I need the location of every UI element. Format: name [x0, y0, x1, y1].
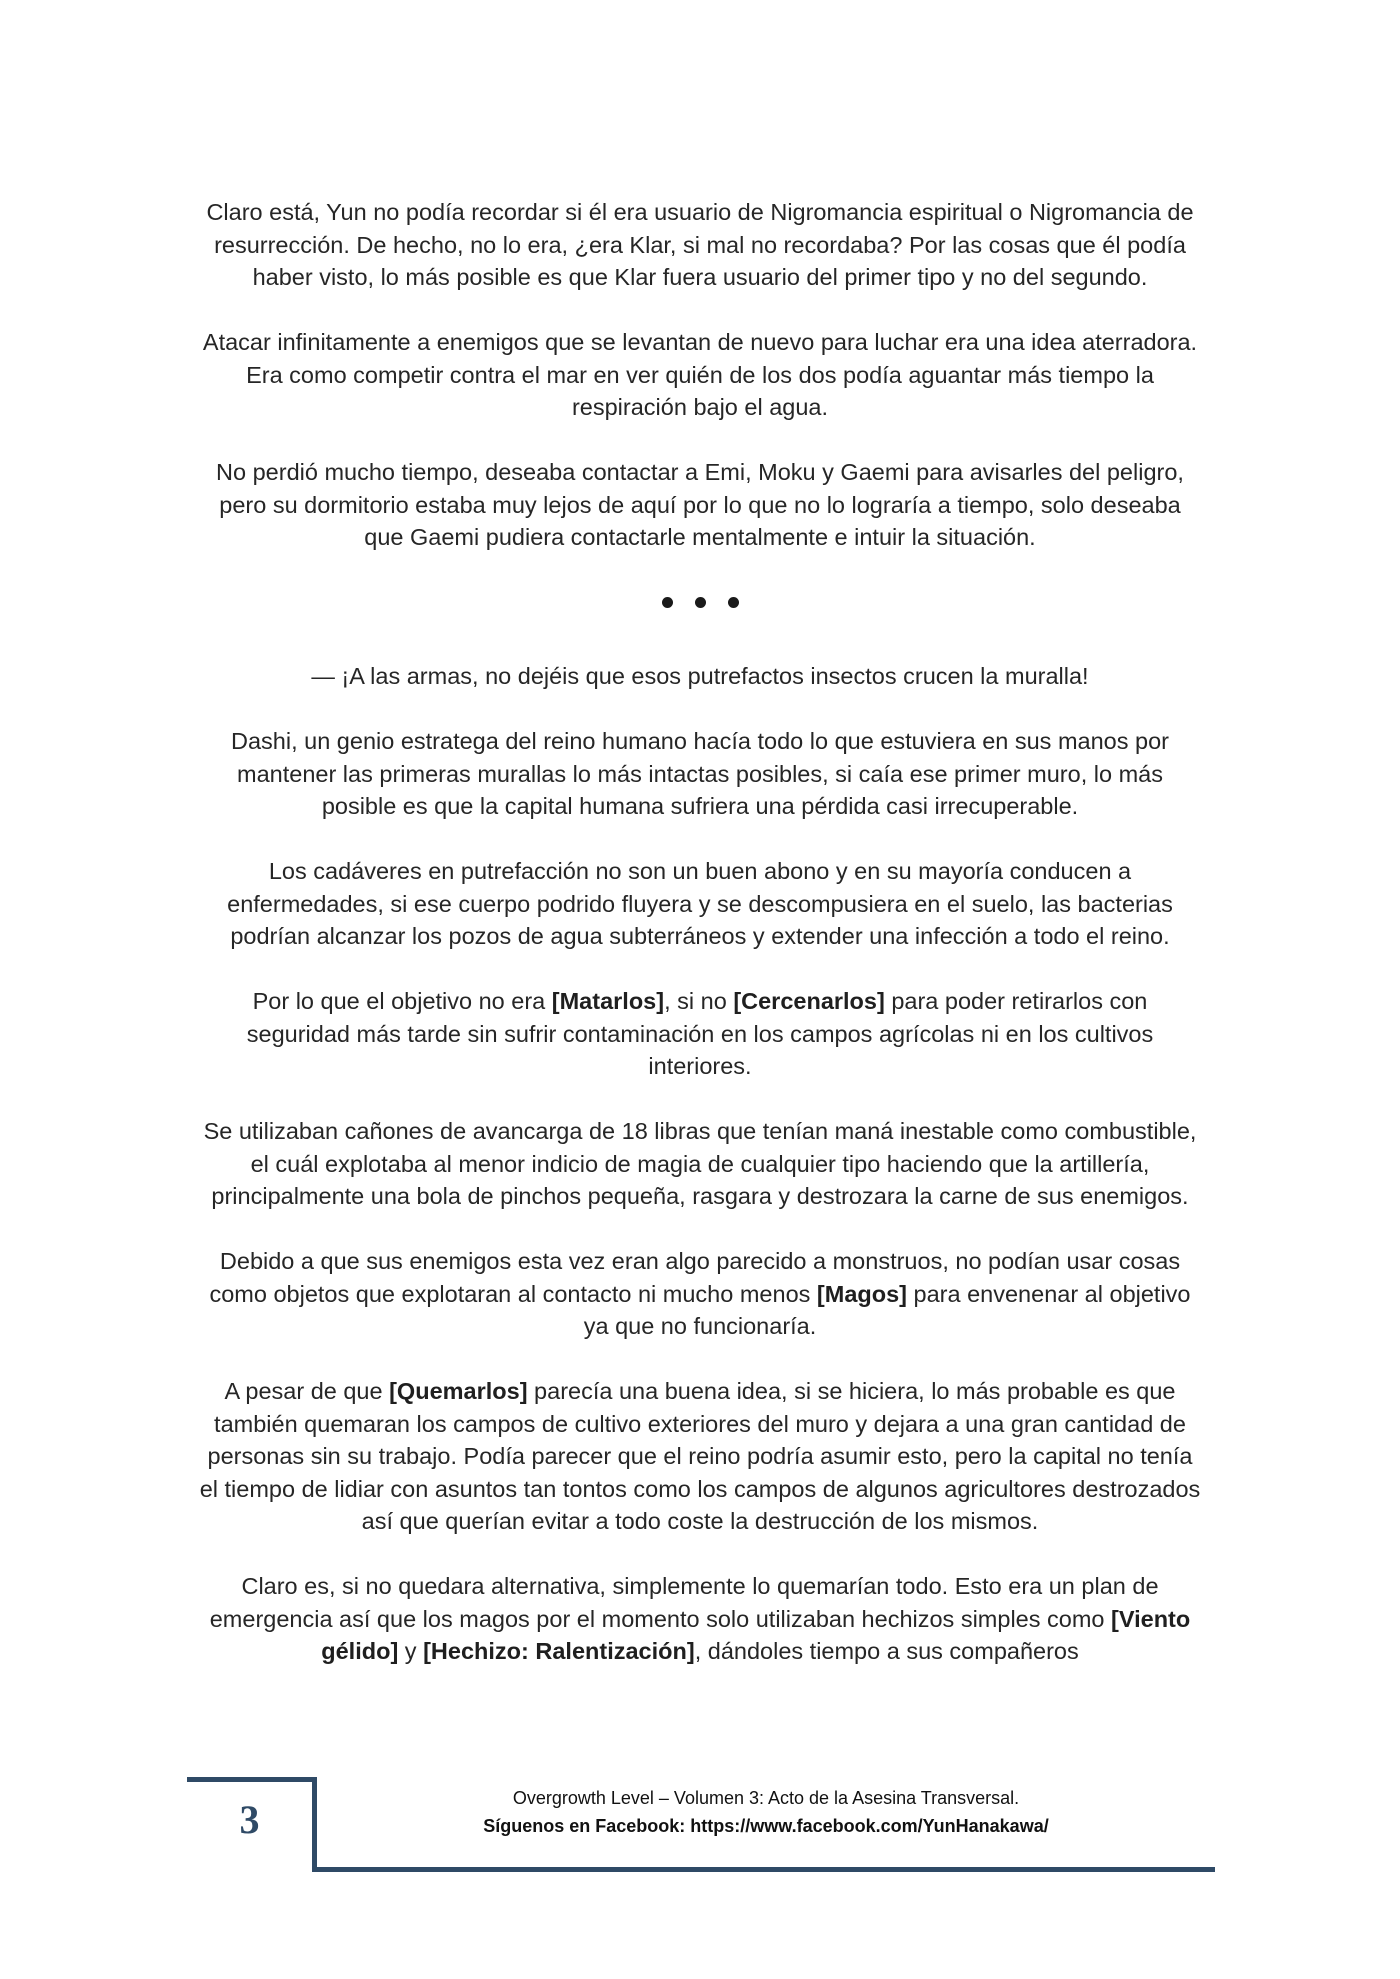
skill-term: [Matarlos]: [551, 988, 665, 1014]
separator-dot-icon: [662, 597, 673, 608]
skill-term: [Quemarlos]: [389, 1378, 528, 1404]
paragraph-9: [198, 1245, 1202, 1343]
text-run: , si no: [664, 988, 734, 1014]
skill-term: [Cercenarlos]: [733, 988, 885, 1014]
text-run: Claro es, si no quedara alternativa, simplemente lo quemarían todo. Esto era un plan de emergencia así que los magos por el momento solo utilizaban hechizos simples como: [209, 1573, 1159, 1632]
text-run: Debido a que sus enemigos esta vez eran algo parecido a monstruos, no podían usar cosas como objetos que explotaran al contacto ni mucho menos: [209, 1248, 1181, 1307]
separator-dot-icon: [728, 597, 739, 608]
text-run: para poder retirarlos con seguridad más tarde sin sufrir contaminación en los campos agrícolas ni en los cultivos interiores.: [246, 988, 1154, 1079]
scene-break-separator: [198, 586, 1202, 618]
text-run: , dándoles tiempo a sus compañeros: [694, 1638, 1079, 1664]
footer-book-title: Overgrowth Level – Volumen 3: Acto de la Asesina Transversal.: [512, 1788, 1020, 1808]
paragraph-5: Dashi, un genio estratega del reino humano hacía todo lo que estuviera en sus manos por mantener las primeras murallas lo más intactas posibles, si caía ese primer muro, lo más posible es que la capital humana sufriera una pérdida casi irrecuperable.: [231, 728, 1169, 819]
text-run: parecía una buena idea, si se hiciera, lo más probable es que también quemaran los campos de cultivo exteriores del muro y dejara a una gran cantidad de personas sin su trabajo. Podía parecer que el reino podría asumir esto, pero la capital no tenía el tiempo de lidiar con asuntos tan tontos como los campos de algunos agricultores destrozados así que querían evitar a todo coste la destrucción de los mismos.: [199, 1378, 1201, 1534]
paragraph-2: Atacar infinitamente a enemigos que se levantan de nuevo para luchar era una idea aterradora. Era como competir contra el mar en ver quién de los dos podía aguantar más tiempo la respiración bajo el agua.: [202, 329, 1198, 420]
text-run: y: [398, 1638, 424, 1664]
footer-facebook-link[interactable]: Síguenos en Facebook: https://www.facebook.com/YunHanakawa/: [483, 1816, 1049, 1836]
footer-text: [317, 1784, 1215, 1840]
page-number: 3: [239, 1797, 260, 1842]
text-run: A pesar de que: [224, 1378, 390, 1404]
paragraph-3: No perdió mucho tiempo, deseaba contactar a Emi, Moku y Gaemi para avisarles del peligro, pero su dormitorio estaba muy lejos de aquí por lo que no lo lograría a tiempo, solo deseaba que Gaemi pudiera contactarle mentalmente e intuir la situación.: [216, 459, 1184, 550]
text-run: Por lo que el objetivo no era: [252, 988, 552, 1014]
separator-dot-icon: [695, 597, 706, 608]
footer-rule-top: [187, 1777, 316, 1782]
paragraph-1: Claro está, Yun no podía recordar si él era usuario de Nigromancia espiritual o Nigromancia de resurrección. De hecho, no lo era, ¿era Klar, si mal no recordaba? Por las cosas que él podía haber visto, lo más posible es que Klar fuera usuario del primer tipo y no del segundo.: [206, 199, 1194, 290]
paragraph-6: Los cadáveres en putrefacción no son un buen abono y en su mayoría conducen a enfermedades, si ese cuerpo podrido fluyera y se descompusiera en el suelo, las bacterias podrían alcanzar los pozos de agua subterráneos y extender una infección a todo el reino.: [227, 858, 1173, 949]
skill-term: [Magos]: [816, 1280, 907, 1307]
skill-term: [Viento gélido]: [321, 1605, 1191, 1664]
skill-term: [Hechizo: Ralentización]: [423, 1638, 695, 1664]
footer-rule-bottom: [312, 1867, 1215, 1872]
chapter-body: [198, 196, 1202, 1668]
paragraph-8: Se utilizaban cañones de avancarga de 18 libras que tenían maná inestable como combustible, el cuál explotaba al menor indicio de magia de cualquier tipo haciendo que la artillería, principalmente una bola de pinchos pequeña, rasgara y destrozara la carne de sus enemigos.: [203, 1118, 1197, 1209]
paragraph-10: [198, 1375, 1202, 1538]
paragraph-7: [198, 985, 1202, 1083]
paragraph-11: [198, 1570, 1202, 1668]
text-run: para envenenar al objetivo ya que no funcionaría.: [583, 1280, 1191, 1339]
dialogue-line: — ¡A las armas, no dejéis que esos putrefactos insectos crucen la muralla!: [311, 663, 1089, 689]
